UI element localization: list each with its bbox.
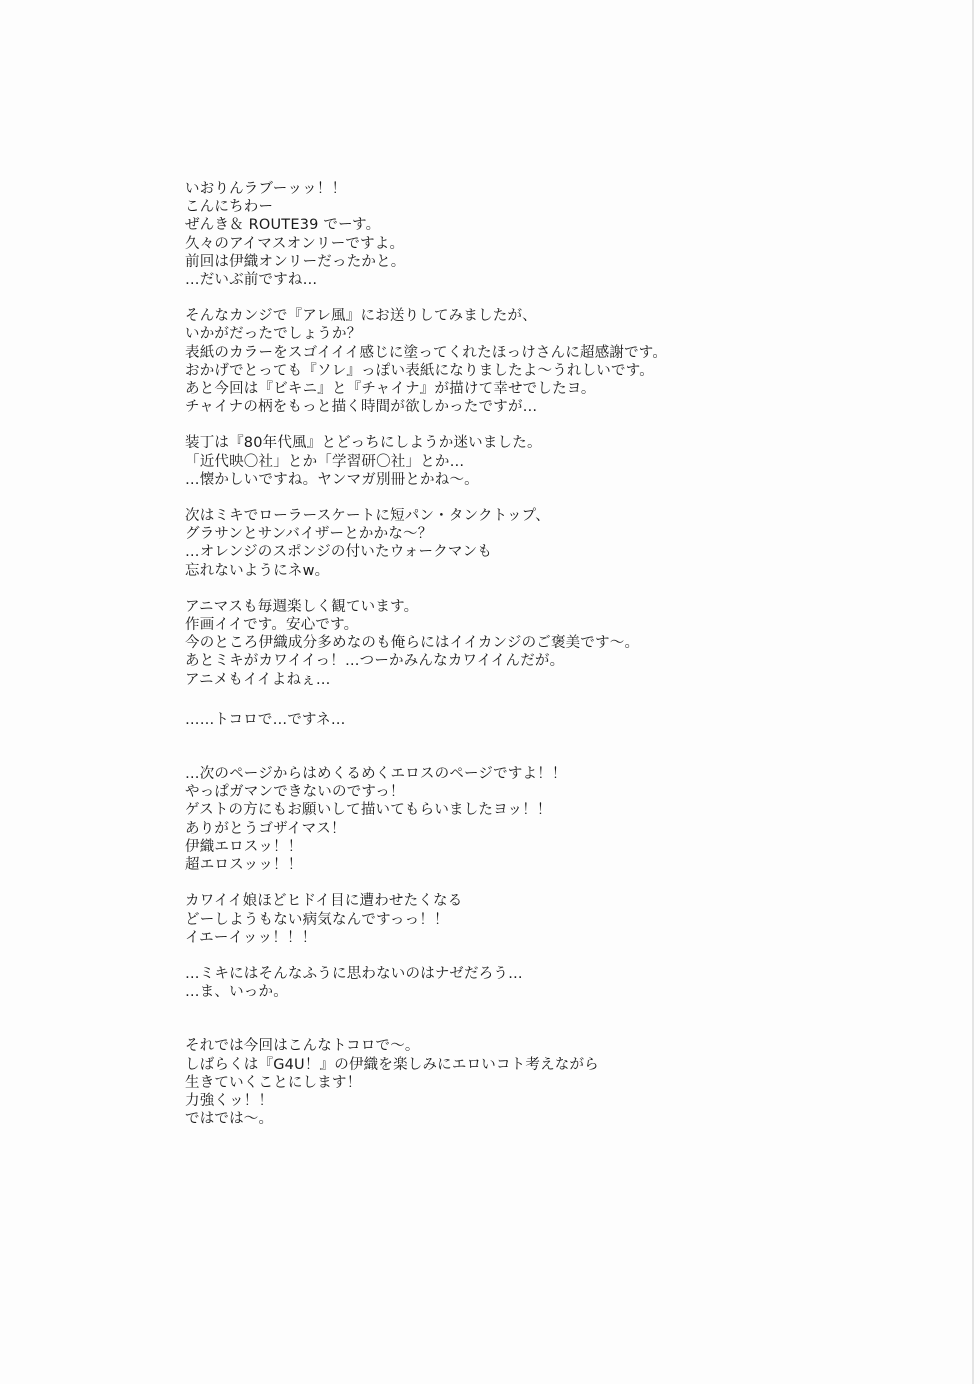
- text-line: 次はミキでローラースケートに短パン・タンクトップ、: [185, 508, 550, 525]
- text-line: こんにちわー: [185, 199, 274, 216]
- paragraph-greeting: [185, 180, 885, 289]
- text-line: ありがとうゴザイマス！: [185, 820, 346, 837]
- afterword-text: [185, 180, 885, 1146]
- text-line: ……トコロで…ですネ…: [185, 711, 346, 728]
- text-line: …だいぶ前ですね…: [185, 272, 318, 289]
- text-line: 久々のアイマスオンリーですよ。: [185, 235, 405, 252]
- text-line: ぜんき＆ ROUTE39 でーす。: [185, 217, 381, 234]
- paragraph-miki: [185, 965, 885, 1001]
- paragraph-tokoro: [185, 711, 885, 729]
- text-line: ではでは〜。: [185, 1111, 274, 1128]
- text-line: アニメもイイよねぇ…: [185, 671, 331, 688]
- text-line: 忘れないようにネw。: [185, 562, 330, 579]
- text-line: …次のページからはめくるめくエロスのページですよ！！: [185, 766, 567, 783]
- text-line: ゲストの方にもお願いして描いてもらいましたヨッ！！: [185, 802, 552, 819]
- text-line: やっぱガマンできないのですっ！: [185, 784, 405, 801]
- paragraph-anime: [185, 598, 885, 689]
- paragraph-eros: [185, 765, 885, 874]
- text-line: おかげでとっても『ソレ』っぽい表紙になりましたよ〜うれしいです。: [185, 362, 654, 379]
- text-line: アニマスも毎週楽しく観ています。: [185, 598, 419, 615]
- paragraph-binding: [185, 434, 885, 489]
- text-line: カワイイ娘ほどヒドイ目に遭わせたくなる: [185, 893, 463, 910]
- text-line: 伊織エロスッ！！: [185, 838, 303, 855]
- text-line: …懐かしいですね。ヤンマガ別冊とかね〜。: [185, 471, 479, 488]
- text-line: どーしようもない病気なんですっっ！！: [185, 911, 449, 928]
- paragraph-illness: [185, 892, 885, 947]
- text-line: …ま、いっか。: [185, 984, 288, 1001]
- text-line: 表紙のカラーをスゴイイイ感じに塗ってくれたほっけさんに超感謝です。: [185, 344, 668, 361]
- text-line: …オレンジのスポンジの付いたウォークマンも: [185, 544, 493, 561]
- text-line: グラサンとサンバイザーとかかな〜？: [185, 526, 433, 543]
- text-line: あと今回は『ビキニ』と『チャイナ』が描けて幸せでしたヨ。: [185, 381, 596, 398]
- paragraph-closing: [185, 1037, 885, 1128]
- text-line: そんなカンジで『アレ風』にお送りしてみましたが、: [185, 308, 537, 325]
- text-line: 今のところ伊織成分多めなのも俺らにはイイカンジのご褒美です〜。: [185, 635, 640, 652]
- text-line: 「近代映〇社」とか「学習研〇社」とか…: [185, 453, 465, 470]
- page-edge: [972, 0, 974, 1384]
- paragraph-next: [185, 507, 885, 580]
- text-line: イエーイッッ！！！: [185, 929, 317, 946]
- text-line: 超エロスッッ！！: [185, 857, 303, 874]
- text-line: あとミキがカワイイっ！…つーかみんなカワイイんだが。: [185, 653, 565, 670]
- text-line: いおりんラブーッッ！！: [185, 181, 347, 197]
- text-line: チャイナの柄をもっと描く時間が欲しかったですが…: [185, 399, 538, 416]
- text-line: 力強くッ！！: [185, 1092, 274, 1109]
- text-line: 前回は伊織オンリーだったかと。: [185, 253, 406, 270]
- text-line: しばらくは『G4U！』の伊織を楽しみにエロいコト考えながら: [185, 1056, 599, 1073]
- text-line: いかがだったでしょうか？: [185, 326, 362, 343]
- text-line: 装丁は『80年代風』とどっちにしようか迷いました。: [185, 435, 542, 452]
- text-line: 生きていくことにします！: [185, 1074, 362, 1091]
- text-line: …ミキにはそんなふうに思わないのはナゼだろう…: [185, 965, 523, 982]
- paragraph-cover: [185, 307, 885, 416]
- text-line: 作画イイです。安心です。: [185, 617, 359, 634]
- text-line: それでは今回はこんなトコロで〜。: [185, 1038, 420, 1055]
